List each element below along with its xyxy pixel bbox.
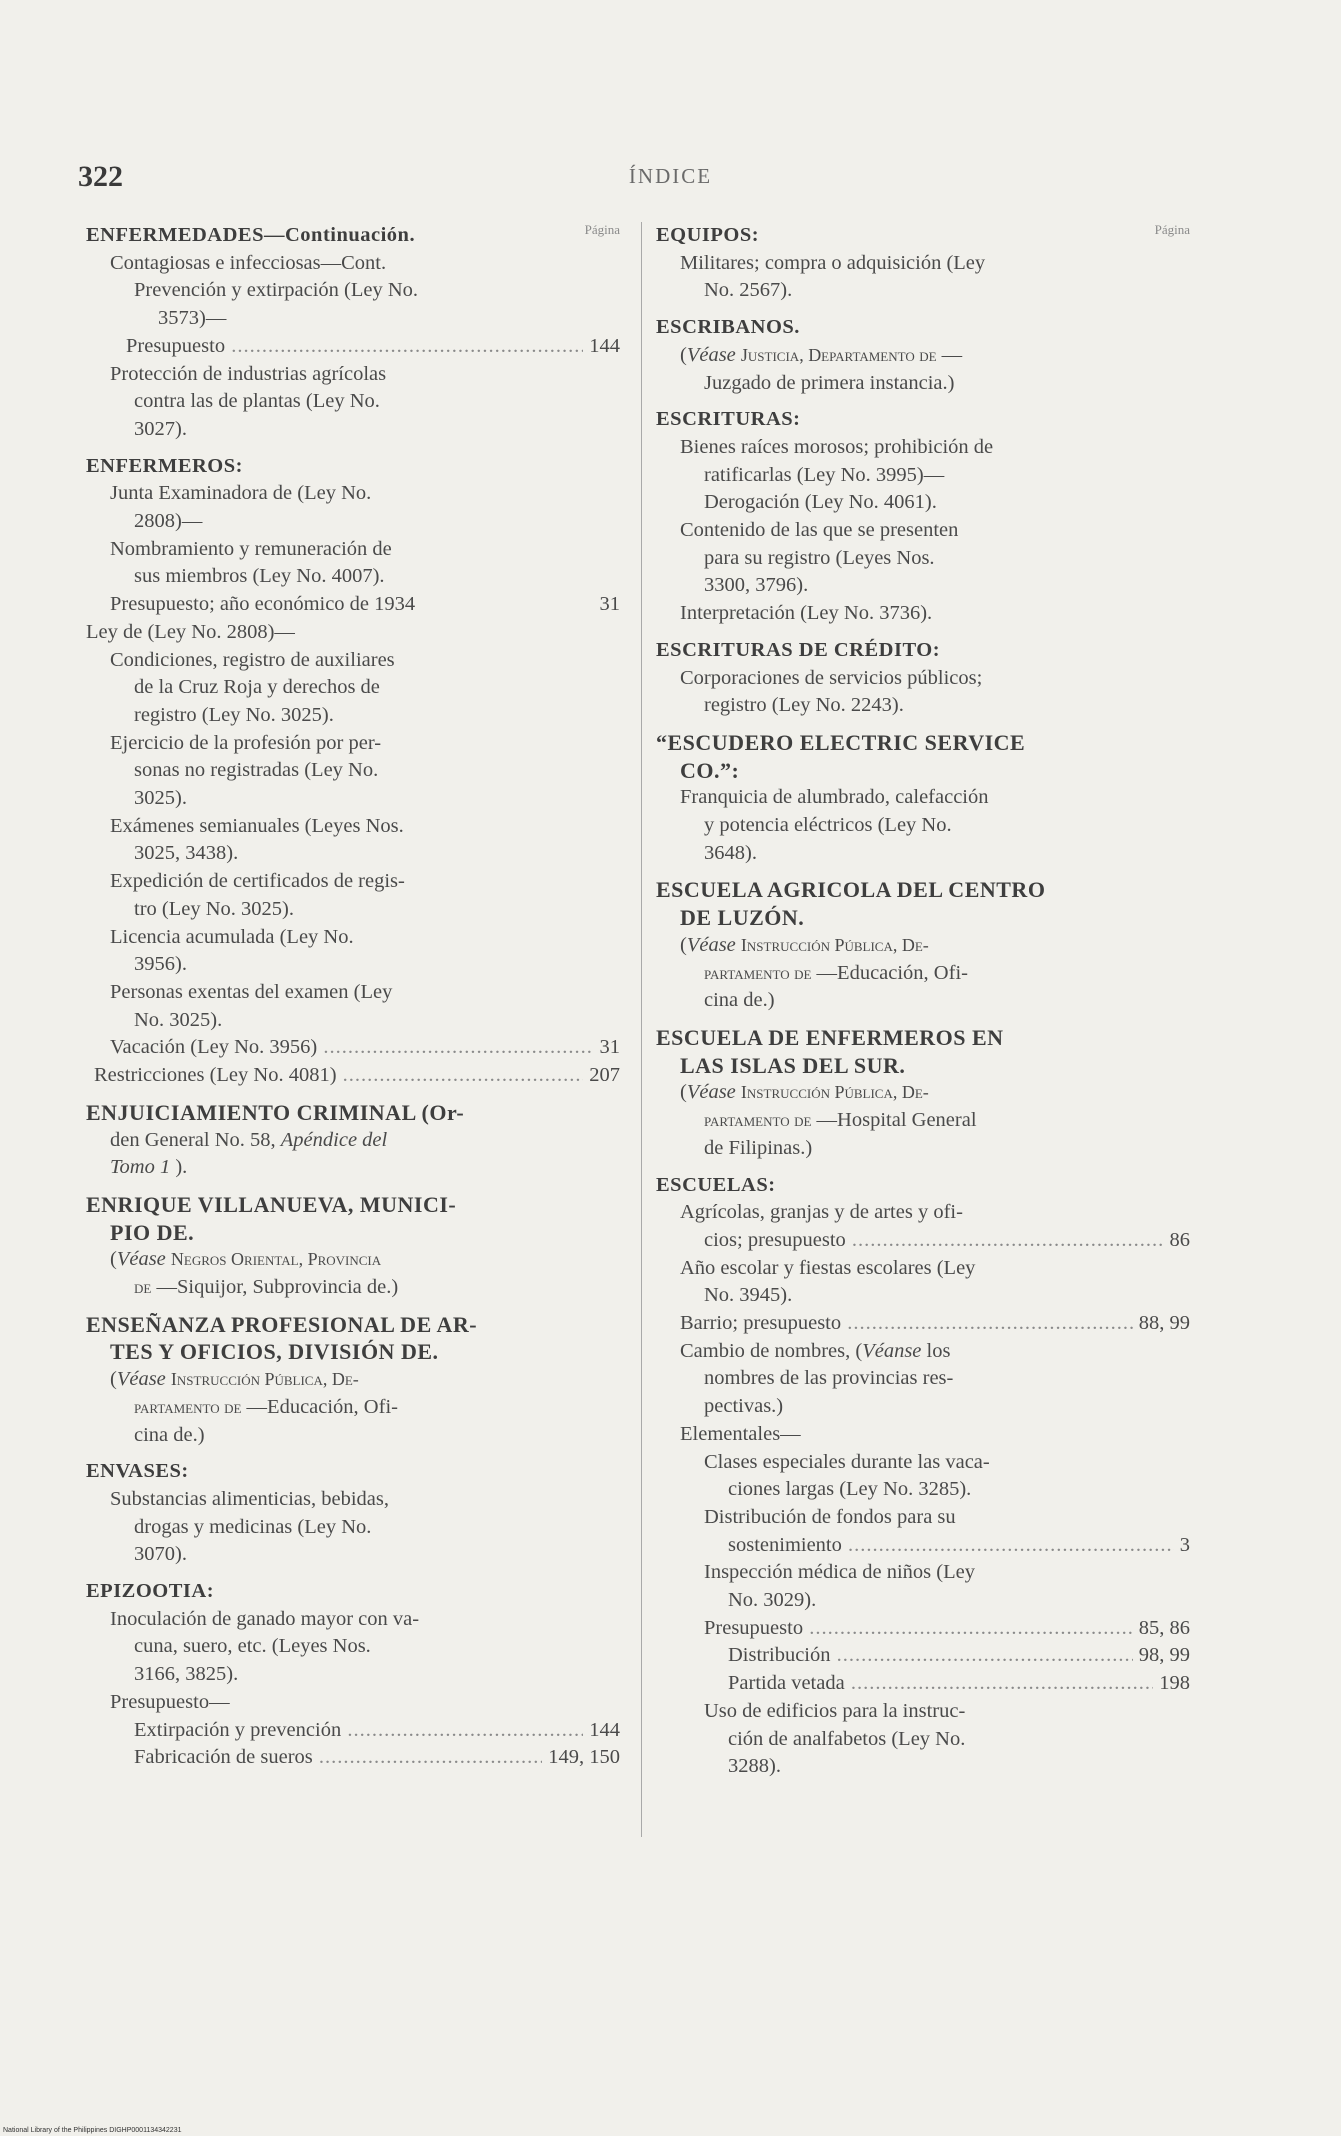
index-entry <box>656 1107 1190 1135</box>
column-divider <box>641 222 642 1837</box>
entry-text: 3025, 3438). <box>134 842 239 865</box>
index-entry <box>656 489 1190 517</box>
entry-smallcaps: partamento de <box>704 1110 812 1131</box>
index-entry <box>86 1274 620 1302</box>
index-entry <box>86 924 620 952</box>
index-entry <box>656 1504 1190 1532</box>
index-entry <box>86 1717 620 1745</box>
index-heading <box>86 1311 620 1339</box>
index-heading <box>656 1052 1190 1080</box>
entry-text: Clases especiales durante las vaca- <box>704 1450 990 1473</box>
entry-text: 3166, 3825). <box>134 1663 239 1686</box>
entry-text: Derogación (Ley No. 4061). <box>704 491 937 514</box>
entry-text: Contagiosas e infecciosas—Cont. <box>110 251 387 274</box>
entry-italic: Apéndice del <box>280 1128 388 1151</box>
entry-italic: Véase <box>116 1248 166 1271</box>
index-entry <box>656 1079 1190 1107</box>
entry-text: Presupuesto— <box>110 1690 230 1713</box>
entry-text: Exámenes semianuales (Leyes Nos. <box>110 814 404 837</box>
entry-text: Militares; compra o adquisición (Ley <box>680 251 986 274</box>
page-ref: 198 <box>1153 1670 1190 1698</box>
entry-text: No. 2567). <box>704 279 793 302</box>
entry-text: ENRIQUE VILLANUEVA, MUNICI- <box>86 1191 457 1217</box>
entry-text: 3573)— <box>158 307 227 330</box>
entry-punct: ( <box>680 343 687 366</box>
entry-text: ESCUELAS: <box>656 1173 776 1196</box>
entry-text: 3300, 3796). <box>704 574 809 597</box>
index-entry <box>86 591 620 619</box>
entry-text: Bienes raíces morosos; prohibición de <box>680 435 994 458</box>
index-entry <box>86 480 620 508</box>
entry-italic: Véase <box>116 1368 166 1391</box>
entry-smallcaps: Instrucción Pública, De- <box>740 1082 929 1103</box>
entry-text: Partida vetada <box>728 1672 845 1695</box>
index-entry <box>86 333 620 361</box>
index-entry <box>86 730 620 758</box>
index-entry <box>656 342 1190 370</box>
entry-text: 3027). <box>134 417 187 440</box>
index-entry <box>86 536 620 564</box>
index-entry <box>86 619 620 647</box>
index-heading <box>656 1024 1190 1052</box>
page-ref: 88, 99 <box>1133 1310 1190 1338</box>
entry-text: Agrícolas, granjas y de artes y ofi- <box>680 1201 963 1224</box>
entry-text: Distribución de fondos para su <box>704 1505 956 1528</box>
page-ref: 85, 86 <box>1133 1615 1190 1643</box>
index-entry <box>86 674 620 702</box>
entry-punct: ( <box>680 1081 687 1104</box>
entry-text: ESCRITURAS: <box>656 408 801 431</box>
index-entry <box>656 1421 1190 1449</box>
index-heading <box>86 1191 620 1219</box>
entry-text: 3070). <box>134 1543 187 1566</box>
index-entry <box>656 784 1190 812</box>
index-entry <box>86 1744 620 1772</box>
index-heading <box>656 637 1190 665</box>
entry-text: sostenimiento <box>728 1533 842 1556</box>
entry-text: Condiciones, registro de auxiliares <box>110 648 395 671</box>
index-entry <box>86 277 620 305</box>
index-entry <box>86 1606 620 1634</box>
scan-credit: National Library of the Philippines DIGHP0001134342231 <box>3 2127 182 2134</box>
index-entry <box>86 250 620 278</box>
index-entry <box>656 462 1190 490</box>
entry-text: Prevención y extirpación (Ley No. <box>134 279 419 302</box>
index-entry <box>656 665 1190 693</box>
entry-text: EPIZOOTIA: <box>86 1580 215 1603</box>
index-entry <box>656 987 1190 1015</box>
index-heading <box>656 406 1190 434</box>
entry-text-cont: —Hospital General <box>816 1109 977 1132</box>
entry-text: Nombramiento y remuneración de <box>110 537 392 560</box>
index-heading <box>656 222 1190 250</box>
entry-text: Presupuesto; año económico de 1934 <box>110 593 416 616</box>
entry-text: tro (Ley No. 3025). <box>134 897 294 920</box>
entry-text: Ejercicio de la profesión por per- <box>110 731 382 754</box>
index-entry <box>86 1661 620 1689</box>
index-entry <box>86 1422 620 1450</box>
index-entry <box>86 305 620 333</box>
entry-text: sonas no registradas (Ley No. <box>134 759 379 782</box>
index-column-left <box>86 222 620 1772</box>
entry-text: PIO DE. <box>110 1219 195 1245</box>
entry-text: Franquicia de alumbrado, calefacción <box>680 786 989 809</box>
entry-smallcaps: partamento de <box>134 1396 242 1417</box>
index-entry <box>86 1127 620 1155</box>
index-heading <box>86 1578 620 1606</box>
entry-text: Inoculación de ganado mayor con va- <box>110 1607 420 1630</box>
entry-text: den General No. 58, <box>110 1128 281 1151</box>
entry-text: No. 3945). <box>704 1284 793 1307</box>
index-entry <box>86 1486 620 1514</box>
entry-text: sus miembros (Ley No. 4007). <box>134 565 385 588</box>
entry-text: de la Cruz Roja y derechos de <box>134 676 380 699</box>
index-entry <box>656 1310 1190 1338</box>
index-entry <box>86 1394 620 1422</box>
index-heading <box>86 1338 620 1366</box>
page-ref: 31 <box>594 1034 621 1062</box>
index-entry <box>656 600 1190 628</box>
index-entry <box>86 1541 620 1569</box>
entry-text: ESCUELA AGRICOLA DEL CENTRO <box>656 877 1046 903</box>
entry-text: Fabricación de sueros <box>134 1746 313 1769</box>
entry-text: Expedición de certificados de regis- <box>110 870 405 893</box>
entry-text: nombres de las provincias res- <box>704 1367 954 1390</box>
entry-text: de Filipinas.) <box>704 1136 813 1159</box>
entry-text: DE LUZÓN. <box>680 905 805 931</box>
index-entry <box>656 1670 1190 1698</box>
entry-text: contra las de plantas (Ley No. <box>134 390 380 413</box>
entry-text: ENFERMEDADES—Continuación. <box>86 224 416 246</box>
index-entry <box>656 1227 1190 1255</box>
entry-text: ENJUICIAMIENTO CRIMINAL (Or- <box>86 1099 465 1125</box>
entry-text: ENSEÑANZA PROFESIONAL DE AR- <box>86 1311 478 1337</box>
entry-text: ción de analfabetos (Ley No. <box>728 1727 966 1750</box>
index-entry <box>656 1476 1190 1504</box>
index-heading <box>656 1172 1190 1200</box>
index-heading <box>86 1219 620 1247</box>
entry-text: TES Y OFICIOS, DIVISIÓN DE. <box>110 1339 439 1365</box>
entry-text: CO.”: <box>680 757 740 783</box>
index-entry <box>656 692 1190 720</box>
index-entry <box>86 1246 620 1274</box>
entry-text: Corporaciones de servicios públicos; <box>680 666 983 689</box>
entry-text: registro (Ley No. 2243). <box>704 694 904 717</box>
index-entry <box>656 434 1190 462</box>
entry-text: Distribución <box>728 1644 831 1667</box>
entry-text: 3025). <box>134 787 187 810</box>
index-entry <box>86 508 620 536</box>
page-ref: 144 <box>583 333 620 361</box>
page-ref: 207 <box>583 1062 620 1090</box>
entry-text: LAS ISLAS DEL SUR. <box>680 1052 906 1078</box>
entry-text: Cambio de nombres, ( <box>680 1339 863 1362</box>
index-entry <box>86 1007 620 1035</box>
entry-text: Restricciones (Ley No. 4081) <box>94 1064 337 1087</box>
entry-smallcaps: de <box>134 1277 152 1298</box>
index-heading <box>656 757 1190 785</box>
entry-text: ESCRITURAS DE CRÉDITO: <box>656 638 941 661</box>
index-entry <box>656 1698 1190 1726</box>
entry-text: “ESCUDERO ELECTRIC SERVICE <box>656 729 1026 755</box>
entry-text: Junta Examinadora de (Ley No. <box>110 482 372 505</box>
index-entry <box>656 812 1190 840</box>
entry-smallcaps: partamento de <box>704 962 812 983</box>
index-entry <box>86 813 620 841</box>
entry-text-cont: ). <box>175 1156 188 1179</box>
index-entry <box>86 563 620 591</box>
entry-text: 3288). <box>728 1755 781 1778</box>
entry-italic: Véase <box>686 343 736 366</box>
index-entry <box>656 1587 1190 1615</box>
entry-text: para su registro (Leyes Nos. <box>704 546 935 569</box>
entry-text: cina de.) <box>704 989 775 1012</box>
pagina-label: Página <box>1154 222 1190 237</box>
entry-italic: Véanse <box>862 1339 922 1362</box>
entry-text: 3956). <box>134 953 187 976</box>
index-heading <box>86 1099 620 1127</box>
entry-text: Personas exentas del examen (Ley <box>110 980 393 1003</box>
page-ref: 86 <box>1164 1227 1191 1255</box>
index-entry <box>656 960 1190 988</box>
index-entry <box>86 868 620 896</box>
entry-text: pectivas.) <box>704 1395 784 1418</box>
index-entry <box>656 1338 1190 1366</box>
page-ref: 144 <box>583 1717 620 1745</box>
index-entry <box>656 840 1190 868</box>
index-entry <box>656 1753 1190 1781</box>
entry-text-cont: los <box>926 1339 951 1362</box>
index-entry <box>86 785 620 813</box>
index-entry <box>656 545 1190 573</box>
index-entry <box>86 647 620 675</box>
index-entry <box>656 1532 1190 1560</box>
entry-text: drogas y medicinas (Ley No. <box>134 1515 372 1538</box>
entry-text: Protección de industrias agrícolas <box>110 362 387 385</box>
entry-smallcaps: Instrucción Pública, De- <box>740 934 929 955</box>
entry-text: ESCRIBANOS. <box>656 316 800 339</box>
entry-text: 2808)— <box>134 510 203 533</box>
entry-text: No. 3029). <box>728 1589 817 1612</box>
entry-text: ciones largas (Ley No. 3285). <box>728 1478 972 1501</box>
entry-italic: Véase <box>686 933 736 956</box>
index-entry <box>656 277 1190 305</box>
entry-text: ENFERMEROS: <box>86 454 243 477</box>
index-entry <box>656 932 1190 960</box>
index-entry <box>86 1154 620 1182</box>
index-entry <box>656 370 1190 398</box>
entry-smallcaps: Justicia, Departamento de <box>740 344 937 365</box>
index-entry <box>86 1366 620 1394</box>
entry-text-cont: —Siquijor, Subprovincia de.) <box>156 1276 399 1299</box>
entry-text: y potencia eléctricos (Ley No. <box>704 814 952 837</box>
page-ref: 31 <box>594 591 621 619</box>
entry-text: Inspección médica de niños (Ley <box>704 1561 975 1584</box>
index-entry <box>656 1615 1190 1643</box>
entry-text: 3648). <box>704 841 757 864</box>
index-heading <box>86 453 620 481</box>
index-entry <box>656 250 1190 278</box>
index-entry <box>656 1642 1190 1670</box>
entry-text-cont: —Educación, Ofi- <box>816 961 968 984</box>
index-heading <box>656 729 1190 757</box>
entry-smallcaps: Instrucción Pública, De- <box>170 1369 359 1390</box>
index-entry <box>86 361 620 389</box>
entry-text: Elementales— <box>680 1422 801 1445</box>
entry-text: Uso de edificios para la instruc- <box>704 1699 966 1722</box>
entry-punct: ( <box>680 933 687 956</box>
index-entry <box>656 1199 1190 1227</box>
entry-text: Presupuesto <box>704 1616 804 1639</box>
index-entry <box>86 757 620 785</box>
entry-text: Ley de (Ley No. 2808)— <box>86 620 295 643</box>
entry-text: Contenido de las que se presenten <box>680 519 959 542</box>
entry-text: Licencia acumulada (Ley No. <box>110 925 354 948</box>
index-entry <box>86 702 620 730</box>
index-entry <box>656 1365 1190 1393</box>
index-heading <box>656 314 1190 342</box>
index-entry <box>86 951 620 979</box>
entry-text: Barrio; presupuesto <box>680 1312 842 1335</box>
running-head: ÍNDICE <box>628 164 713 188</box>
index-entry <box>86 840 620 868</box>
entry-text: Extirpación y prevención <box>134 1718 342 1741</box>
entry-smallcaps: Negros Oriental, Provincia <box>170 1249 382 1270</box>
index-entry <box>656 572 1190 600</box>
index-entry <box>86 1514 620 1542</box>
index-column-right <box>656 222 1190 1781</box>
entry-text: Substancias alimenticias, bebidas, <box>110 1487 389 1510</box>
entry-text: cuna, suero, etc. (Leyes Nos. <box>134 1635 371 1658</box>
entry-text: cina de.) <box>134 1423 205 1446</box>
entry-italic: Véase <box>686 1081 736 1104</box>
entry-text: ENVASES: <box>86 1460 189 1483</box>
index-entry <box>86 1633 620 1661</box>
index-heading <box>656 904 1190 932</box>
index-entry <box>86 388 620 416</box>
index-entry <box>86 416 620 444</box>
index-entry <box>656 1393 1190 1421</box>
pagina-label: Página <box>584 222 620 237</box>
entry-text: Presupuesto <box>126 334 226 357</box>
index-entry <box>656 1282 1190 1310</box>
index-heading <box>656 876 1190 904</box>
page-header <box>0 160 1341 200</box>
index-heading <box>86 222 620 250</box>
entry-text-cont: —Educación, Ofi- <box>246 1395 398 1418</box>
entry-text: ESCUELA DE ENFERMEROS EN <box>656 1024 1004 1050</box>
index-entry <box>656 1559 1190 1587</box>
index-entry <box>86 1034 620 1062</box>
entry-text: Año escolar y fiestas escolares (Ley <box>680 1256 976 1279</box>
page-ref: 98, 99 <box>1133 1642 1190 1670</box>
index-entry <box>656 1726 1190 1754</box>
page-number: 322 <box>78 160 123 193</box>
entry-text: cios; presupuesto <box>704 1228 846 1251</box>
entry-text: No. 3025). <box>134 1008 223 1031</box>
page-ref: 149, 150 <box>542 1744 620 1772</box>
index-entry <box>86 896 620 924</box>
entry-text: ratificarlas (Ley No. 3995)— <box>704 463 945 486</box>
index-entry <box>656 1255 1190 1283</box>
entry-text: Juzgado de primera instancia.) <box>704 371 955 394</box>
page-ref: 3 <box>1174 1532 1190 1560</box>
index-entry <box>86 1689 620 1717</box>
entry-text: Vacación (Ley No. 3956) <box>110 1036 318 1059</box>
entry-punct: ( <box>110 1368 117 1391</box>
index-entry <box>86 979 620 1007</box>
index-heading <box>86 1458 620 1486</box>
entry-text: registro (Ley No. 3025). <box>134 703 334 726</box>
index-entry <box>86 1062 620 1090</box>
index-entry <box>656 1135 1190 1163</box>
entry-italic: Tomo 1 <box>110 1156 171 1179</box>
entry-text: EQUIPOS: <box>656 224 760 246</box>
entry-punct: ( <box>110 1248 117 1271</box>
entry-text: Interpretación (Ley No. 3736). <box>680 602 933 625</box>
index-entry <box>656 1449 1190 1477</box>
index-entry <box>656 517 1190 545</box>
entry-text-cont: — <box>941 343 963 366</box>
